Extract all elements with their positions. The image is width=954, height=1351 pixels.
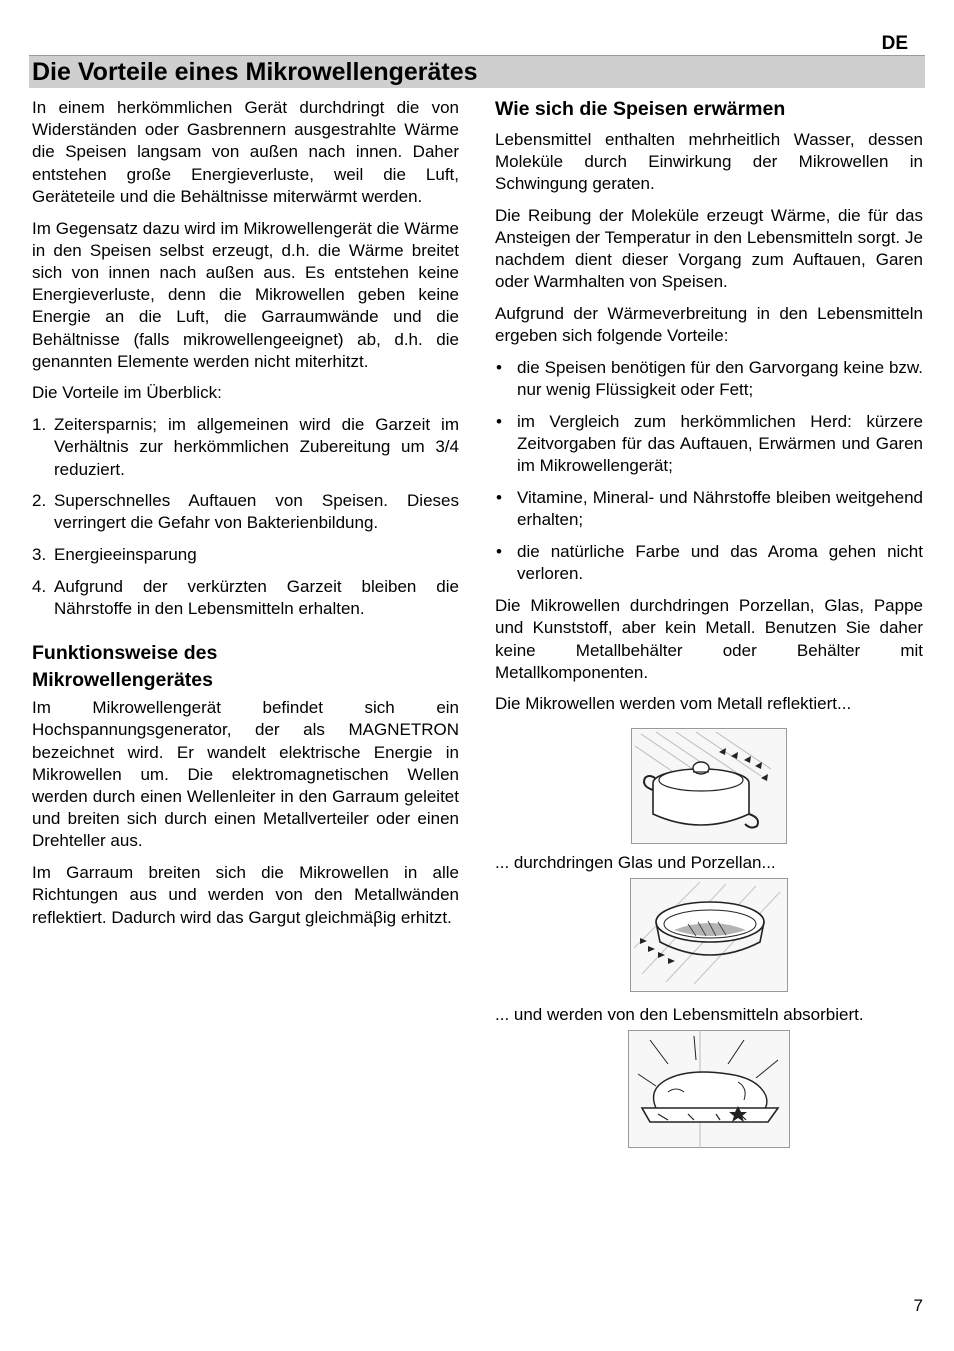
left-column [32,97,459,938]
list-item [32,414,459,481]
food-absorption-illustration [628,1030,790,1148]
paragraph: Im Mikrowellengerät befindet sich ein Hochspannungsgenerator, der als MAGNETRON bezeichnet wird. Er wandelt elektrische Energie in Mikrowellen um. Die elektromagnetischen Wellen werden durch einen Wellenleiter in den Garraum geleitet und breiten sich durch einen Metallverteiler oder einen Drehteller aus. [32,698,459,851]
paragraph: Die Mikrowellen durchdringen Porzellan, Glas, Pappe und Kunststoff, aber kein Metall. Benutzen Sie daher keine Metallbehälter oder Behälter mit Metallkomponenten. [495,596,923,682]
paragraph: Aufgrund der Wärmeverbreitung in den Lebensmitteln ergeben sich folgende Vorteile: [495,303,923,346]
heading-line: Funktionsweise des [32,642,218,665]
bullet: • [496,541,502,561]
list-item [32,490,459,534]
section-heading [32,640,459,693]
list-text: Energieeinsparung [54,545,197,565]
list-text: Superschnelles Auftauen von Speisen. Dieses verringert die Gefahr von Bakterienbildung. [54,491,459,533]
bullet: • [496,487,502,507]
list-text: im Vergleich zum herkömmlichen Herd: kürzere Zeitvorgaben für das Auftauen, Erwärmen und Garen im Mikrowellengerät; [517,411,923,476]
page-title: Die Vorteile eines Mikrowellengerätes [32,58,478,86]
list-item [32,544,459,566]
figure-caption: ... und werden von den Lebensmitteln absorbiert. [495,1004,864,1024]
list-text: Vitamine, Mineral- und Nährstoffe bleiben weitgehend erhalten; [517,487,923,530]
list-text: Zeitersparnis; im allgemeinen wird die Garzeit im Verhältnis zur herkömmlichen Zubereitung um 3/4 reduziert. [54,415,459,479]
figure-caption: ... durchdringen Glas und Porzellan... [495,852,776,872]
page-number: 7 [913,1296,923,1315]
metal-pot-illustration [631,728,787,844]
list-number: 4. [32,576,47,596]
section-heading: Wie sich die Speisen erwärmen [495,98,786,120]
benefits-list [495,357,923,585]
title-bar [29,55,925,88]
list-text: die natürliche Farbe und das Aroma gehen nicht verloren. [517,541,923,583]
language-label: DE [881,33,908,54]
heading-line: Mikrowellengerätes [32,668,213,691]
list-number: 2. [32,491,47,511]
glass-dish-illustration [630,878,788,992]
advantages-list [32,414,459,620]
list-text: Aufgrund der verkürzten Garzeit bleiben die Nährstoffe in den Lebensmitteln erhalten. [54,576,459,619]
paragraph: Die Vorteile im Überblick: [32,383,222,403]
paragraph: Die Reibung der Moleküle erzeugt Wärme, die für das Ansteigen der Temperatur in den Lebensmitteln sorgt. Je nachdem dient dieser Vorgang zum Auftauen, Garen oder Warmhalten von Speisen. [495,205,923,292]
paragraph: Im Garraum breiten sich die Mikrowellen in alle Richtungen aus und werden von den Metallwänden reflektiert. Dadurch wird das Gargut gleichmäβig erhitzt. [32,863,459,927]
bullet: • [496,357,502,377]
list-number: 1. [32,415,47,435]
paragraph: Lebensmittel enthalten mehrheitlich Wasser, dessen Moleküle durch Einwirkung der Mikrowellen in Schwingung geraten. [495,129,923,193]
bullet: • [496,411,502,431]
list-number: 3. [32,545,47,565]
paragraph: Im Gegensatz dazu wird im Mikrowellengerät die Wärme in den Speisen selbst erzeugt, d.h. die Wärme breitet sich von innen nach außen aus. Es entstehen keine Energieverluste, denn die Mikrowellen geben keine Energie an die Luft, die Garraumwände und die Behältnisse (falls mikrowellengeeignet) ab, d.h. die genannten Elemente werden nicht miterhitzt. [32,218,459,371]
list-text: die Speisen benötigen für den Garvorgang keine bzw. nur wenig Flüssigkeit oder Fett; [517,357,923,400]
figure-caption: Die Mikrowellen werden vom Metall reflektiert... [495,694,852,714]
list-item [495,411,923,478]
list-item [495,487,923,531]
list-item [32,576,459,620]
list-item [495,357,923,401]
paragraph: In einem herkömmlichen Gerät durchdringt die von Widerständen oder Gasbrennern ausgestrahlte Wärme die Speisen langsam von außen nach innen. Daher entstehen große Energieverluste, weil die Luft, Geräteteile und die Behältnisse miterwärmt werden. [32,98,459,206]
right-column [495,96,923,1148]
list-item [495,541,923,585]
